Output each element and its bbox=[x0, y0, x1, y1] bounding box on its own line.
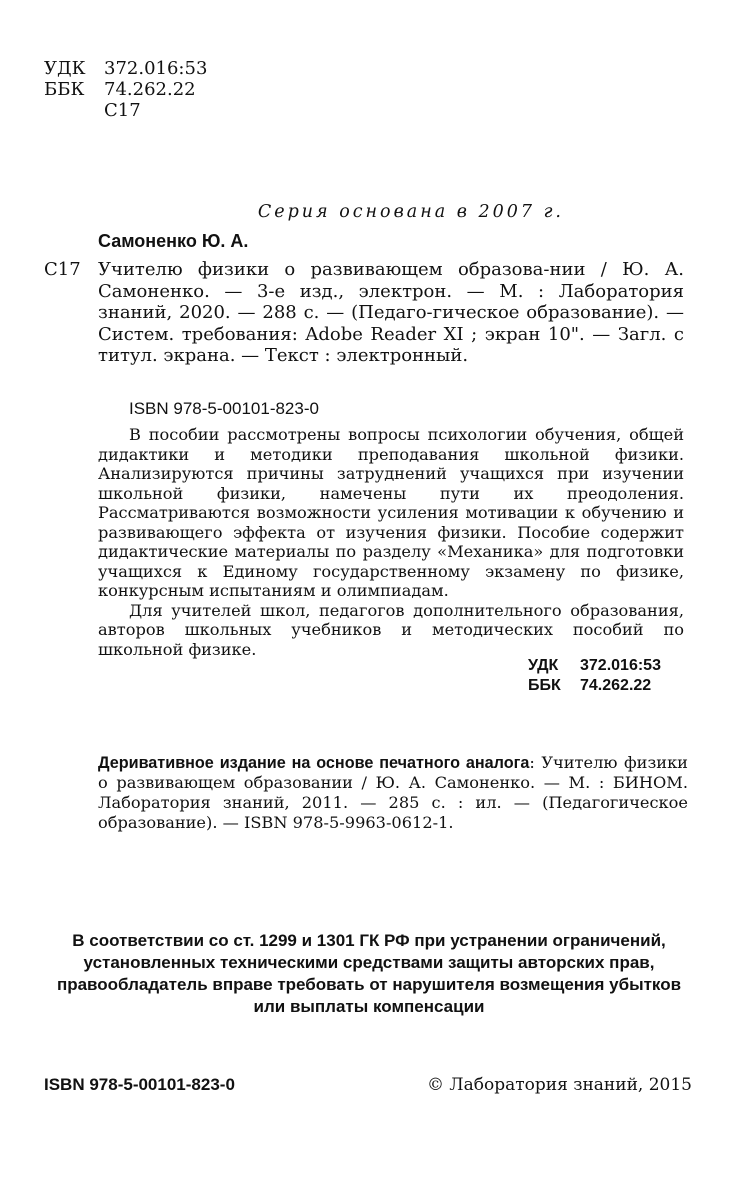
isbn-main: ISBN 978-5-00101-823-0 bbox=[129, 399, 319, 418]
annotation-paragraph: Для учителей школ, педагогов дополнительного образования, авторов школьных учебников и методических пособий по школьной физике. bbox=[98, 600, 684, 659]
bbk-value: 74.262.22 bbox=[104, 79, 196, 100]
series-note: Серия основана в 2007 г. bbox=[257, 202, 564, 222]
cutter-top: С17 bbox=[104, 100, 141, 121]
author-heading: Самоненко Ю. А. bbox=[98, 231, 249, 251]
rights-notice: В соответствии со ст. 1299 и 1301 ГК РФ при устранении ограничений, установленных техническими средствами защиты авторских прав, правообладатель вправе требовать от нарушителя возмещения убытков или выплаты компенсации bbox=[56, 931, 682, 1016]
bbk-row-bottom bbox=[528, 676, 661, 696]
udk-label: УДК bbox=[44, 58, 86, 79]
udk-row-top bbox=[44, 58, 207, 79]
bbk-row-top bbox=[44, 79, 207, 100]
udk-value: 372.016:53 bbox=[104, 58, 208, 79]
annotation bbox=[98, 425, 684, 659]
classification-top bbox=[44, 58, 207, 121]
isbn-footer: ISBN 978-5-00101-823-0 bbox=[44, 1075, 235, 1094]
udk-row-bottom bbox=[528, 656, 661, 676]
derivative-text: : Учителю физики о развивающем образовании / Ю. А. Самоненко. — М. : БИНОМ. Лаборатория знаний, 2011. — 285 с. : ил. — (Педагогическое образование). — ISBN 978-5-9963-0612-1. bbox=[98, 753, 688, 832]
bbk-value: 74.262.22 bbox=[580, 677, 652, 694]
annotation-paragraph: В пособии рассмотрены вопросы психологии обучения, общей дидактики и методики преподавания школьной физики. Анализируются причины затруднений учащихся при изучении школьной физики, намечены пути их преодоления. Рассматриваются возможности усиления мотивации к обучению и развивающего эффекта от изучения физики. Пособие содержит дидактические материалы по разделу «Механика» для подготовки учащихся к Единому государственному экзамену по физике, конкурсным испытаниям и олимпиадам. bbox=[98, 425, 684, 600]
classification-bottom bbox=[528, 656, 661, 696]
derivative-edition bbox=[98, 753, 688, 833]
bibliographic-record: Учителю физики о развивающем образова-нии / Ю. А. Самоненко. — 3-е изд., электрон. — М. : Лаборатория знаний, 2020. — 288 с. — (Педаго-гическое образование). — Систем. требования: Adobe Reader XI ; экран 10". — Загл. с титул. экрана. — Текст : электронный. bbox=[98, 259, 684, 366]
udk-label: УДК bbox=[528, 657, 559, 674]
catalog-cutter: С17 bbox=[44, 259, 81, 280]
copyright-notice: © Лаборатория знаний, 2015 bbox=[427, 1075, 692, 1095]
udk-value: 372.016:53 bbox=[580, 657, 661, 674]
bbk-label: ББК bbox=[44, 79, 85, 100]
bbk-label: ББК bbox=[528, 677, 561, 694]
derivative-label: Деривативное издание на основе печатного аналога bbox=[98, 754, 530, 772]
